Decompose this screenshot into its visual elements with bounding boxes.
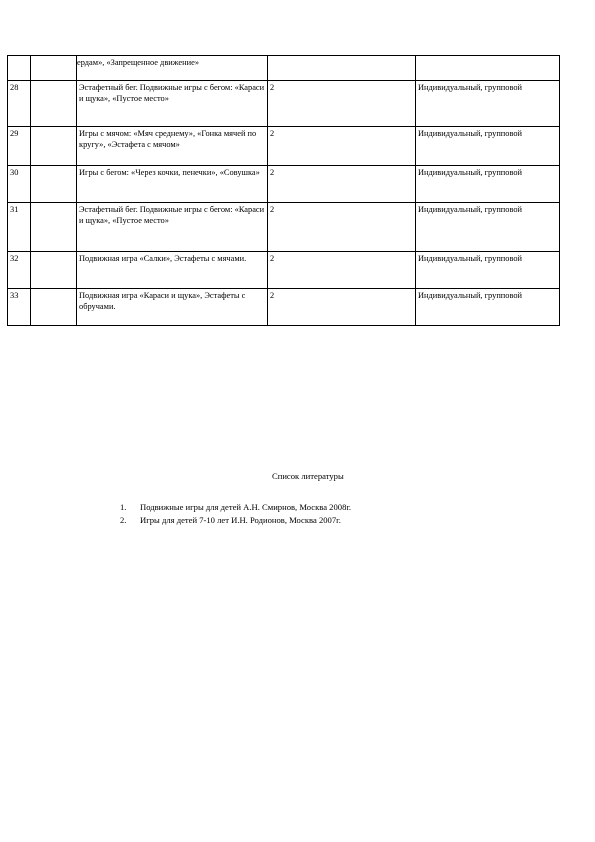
form-cell: Индивидуальный, групповой bbox=[416, 252, 560, 289]
reference-number: 2. bbox=[120, 515, 127, 525]
date-cell bbox=[31, 127, 77, 166]
row-number-cell: 33 bbox=[8, 289, 31, 326]
table-row bbox=[8, 81, 560, 127]
row-number-cell: 32 bbox=[8, 252, 31, 289]
references-section bbox=[0, 471, 595, 527]
hours-cell: 2 bbox=[268, 203, 416, 252]
lesson-plan-table bbox=[7, 55, 560, 326]
topic-cell: Подвижная игра «Салки», Эстафеты с мячами. bbox=[77, 252, 268, 289]
hours-cell: 2 bbox=[268, 289, 416, 326]
hours-cell: 2 bbox=[268, 252, 416, 289]
hours-cell: 2 bbox=[268, 127, 416, 166]
reference-number: 1. bbox=[120, 502, 127, 512]
topic-cell: Эстафетный бег. Подвижные игры с бегом: «Караси и щука», «Пустое место» bbox=[77, 203, 268, 252]
form-cell bbox=[416, 56, 560, 81]
form-cell: Индивидуальный, групповой bbox=[416, 166, 560, 203]
reference-item bbox=[120, 514, 595, 527]
hours-cell: 2 bbox=[268, 81, 416, 127]
references-title: Список литературы bbox=[272, 471, 344, 481]
table-row bbox=[8, 289, 560, 326]
table-row-continued bbox=[8, 56, 560, 81]
row-number-cell: 28 bbox=[8, 81, 31, 127]
table-row bbox=[8, 203, 560, 252]
row-number-cell: 29 bbox=[8, 127, 31, 166]
references-list bbox=[0, 501, 595, 527]
date-cell bbox=[31, 203, 77, 252]
hours-cell bbox=[268, 56, 416, 81]
form-cell: Индивидуальный, групповой bbox=[416, 127, 560, 166]
table-row bbox=[8, 166, 560, 203]
topic-cell: Игры с мячом: «Мяч среднему», «Гонка мячей по кругу», «Эстафета с мячом» bbox=[77, 127, 268, 166]
reference-text: Игры для детей 7-10 лет И.Н. Родионов, Москва 2007г. bbox=[140, 515, 341, 525]
reference-item bbox=[120, 501, 595, 514]
row-number-cell: 30 bbox=[8, 166, 31, 203]
topic-cell: Игры с бегом: «Через кочки, пенечки», «Совушка» bbox=[77, 166, 268, 203]
table-row bbox=[8, 127, 560, 166]
date-cell bbox=[31, 289, 77, 326]
topic-cell: Подвижная игра «Караси и щука», Эстафеты с обручами. bbox=[77, 289, 268, 326]
table-row bbox=[8, 252, 560, 289]
date-cell bbox=[31, 166, 77, 203]
form-cell: Индивидуальный, групповой bbox=[416, 289, 560, 326]
row-number-cell: 31 bbox=[8, 203, 31, 252]
form-cell: Индивидуальный, групповой bbox=[416, 203, 560, 252]
date-cell bbox=[31, 81, 77, 127]
row-number-cell bbox=[8, 56, 31, 81]
hours-cell: 2 bbox=[268, 166, 416, 203]
form-cell: Индивидуальный, групповой bbox=[416, 81, 560, 127]
date-cell bbox=[31, 252, 77, 289]
topic-cell: Эстафетный бег. Подвижные игры с бегом: «Караси и щука», «Пустое место» bbox=[77, 81, 268, 127]
reference-text: Подвижные игры для детей А.Н. Смирнов, Москва 2008г. bbox=[140, 502, 352, 512]
topic-cell: ердам», «Запрещенное движение» bbox=[77, 56, 268, 81]
date-cell bbox=[31, 56, 77, 81]
